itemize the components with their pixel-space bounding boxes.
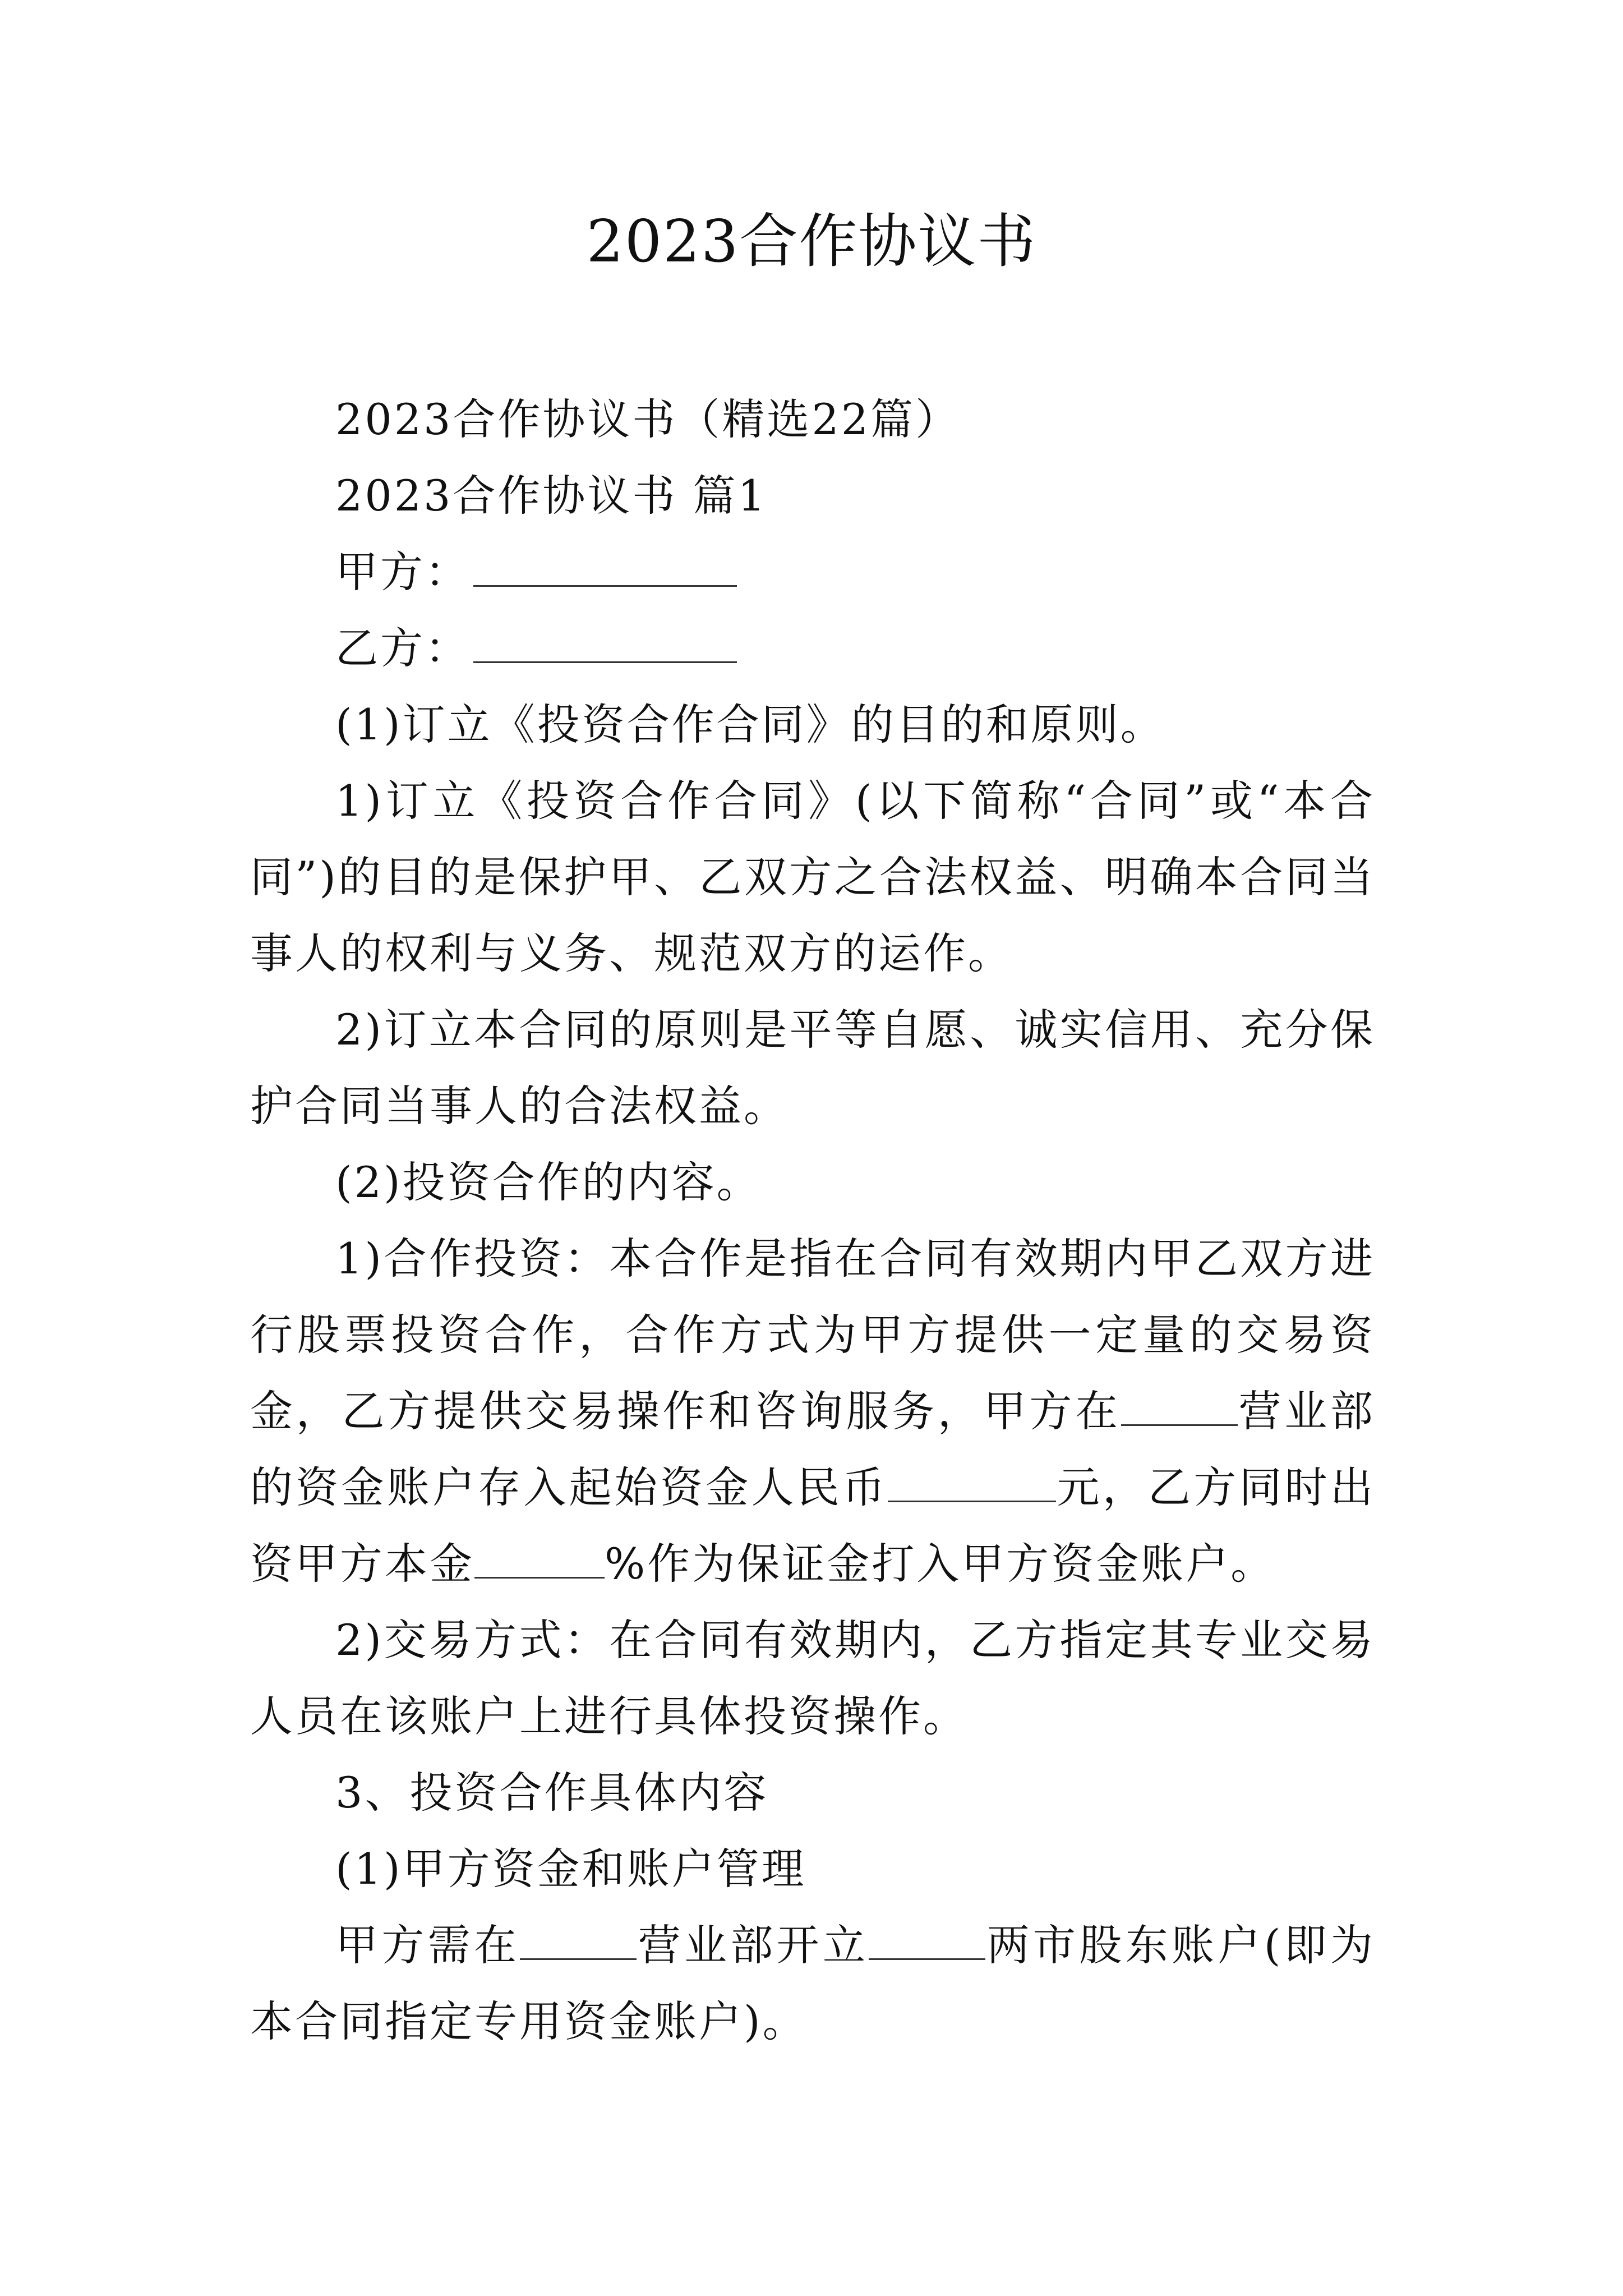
cooperation-text-b: 营业部的资金账户存入起始资金人民币 bbox=[250, 1386, 1376, 1512]
section-3-heading: 3、投资合作具体内容 bbox=[335, 1768, 769, 1818]
section-1-paragraph-1: 1)订立《投资合作合同》(以下简称“合同”或“本合同”)的目的是保护甲、乙双方之合法权益、明确本合同当事人的权利与义务、规范双方的运作。 bbox=[250, 776, 1375, 978]
section-2-paragraph-1 bbox=[250, 1221, 1375, 1602]
section-2-paragraph-2: 2)交易方式：在合同有效期内，乙方指定其专业交易人员在该账户上进行具体投资操作。 bbox=[250, 1615, 1375, 1741]
party-a-label: 甲方： bbox=[335, 547, 470, 597]
section-1-paragraph-2: 2)订立本合同的原则是平等自愿、诚实信用、充分保护合同当事人的合法权益。 bbox=[250, 1005, 1375, 1131]
branch-blank-2 bbox=[520, 1922, 637, 1960]
chapter-heading: 2023合作协议书 篇1 bbox=[335, 471, 767, 521]
party-a-blank bbox=[473, 549, 737, 587]
account-text-a: 甲方需在 bbox=[335, 1920, 520, 1970]
document-body bbox=[250, 381, 1375, 2060]
subtitle-line: 2023合作协议书（精选22篇） bbox=[335, 394, 961, 444]
section-3-subheading: (1)甲方资金和账户管理 bbox=[335, 1844, 806, 1894]
cooperation-text-a: 1)合作投资：本合作是指在合同有效期内甲乙双方进行股票投资合作，合作方式为甲方提供一定量的交易资金，乙方提供交易操作和咨询服务，甲方在 bbox=[250, 1234, 1375, 1436]
market-blank bbox=[869, 1922, 985, 1960]
section-1-heading: (1)订立《投资合作合同》的目的和原则。 bbox=[335, 700, 1165, 749]
account-text-b: 营业部开立 bbox=[637, 1920, 869, 1970]
document-title: 2023合作协议书 bbox=[586, 207, 1037, 275]
amount-blank bbox=[888, 1465, 1056, 1502]
party-b-blank bbox=[473, 625, 737, 663]
party-b-label: 乙方： bbox=[335, 623, 470, 673]
section-3-paragraph-1 bbox=[250, 1907, 1375, 2060]
percent-blank bbox=[474, 1541, 605, 1579]
cooperation-text-c: 元，乙方同时出资甲方本金 bbox=[250, 1462, 1376, 1589]
cooperation-text-d: %作为保证金打入甲方资金账户。 bbox=[605, 1539, 1276, 1589]
section-2-heading: (2)投资合作的内容。 bbox=[335, 1157, 762, 1207]
account-text-c: 两市股东账户(即为本合同指定专用资金账户)。 bbox=[250, 1920, 1376, 2046]
party-b-line bbox=[250, 610, 1375, 687]
branch-blank bbox=[1121, 1388, 1238, 1426]
party-a-line bbox=[250, 534, 1375, 610]
